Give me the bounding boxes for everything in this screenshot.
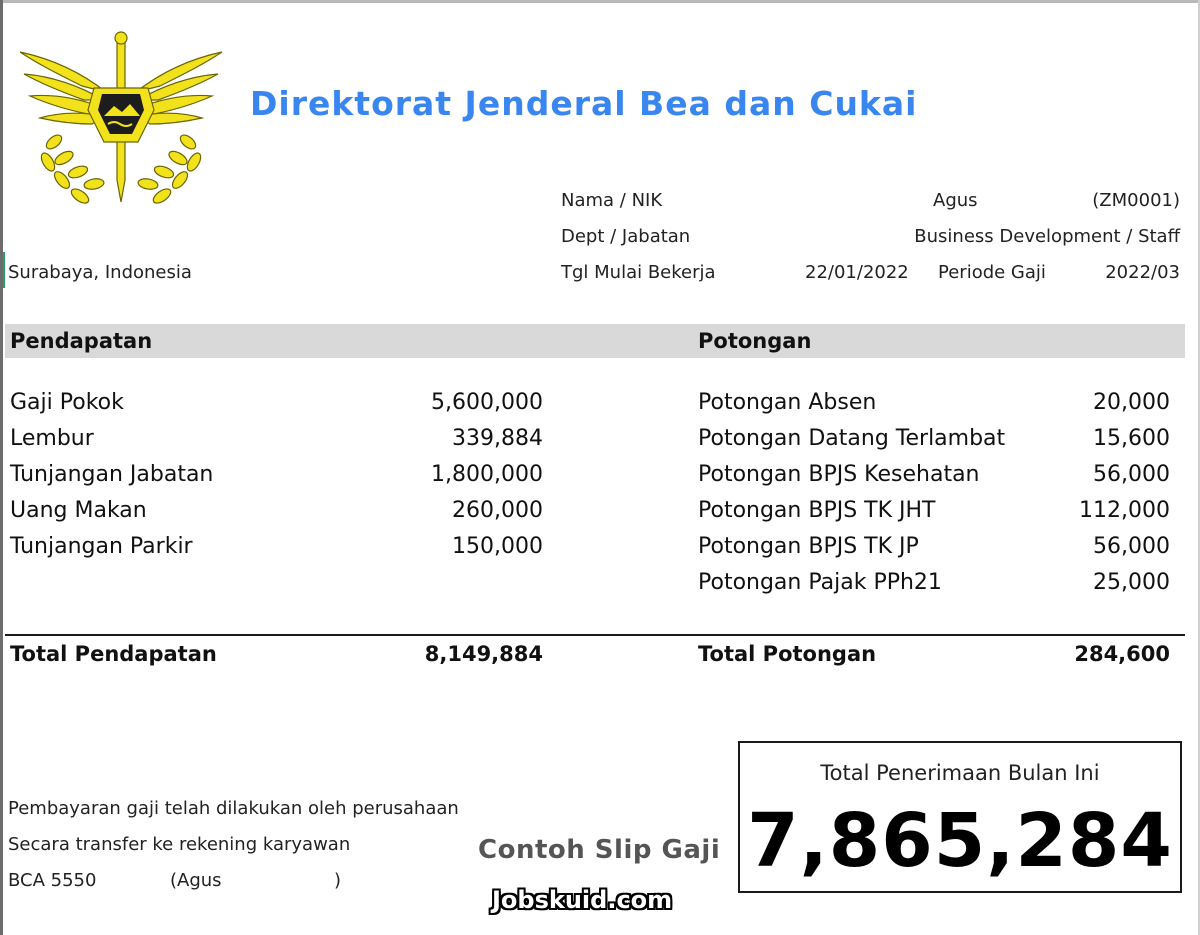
totals-divider (5, 634, 1185, 636)
account-holder-close: ) (334, 870, 342, 891)
deduction-item-label: Potongan Datang Terlambat (698, 426, 1006, 451)
bank-account: BCA 5550 (8, 870, 97, 891)
deduction-item-value: 25,000 (1093, 570, 1170, 595)
income-item-label: Gaji Pokok (10, 390, 124, 415)
page-title: Direktorat Jenderal Bea dan Cukai (250, 84, 918, 123)
deductions-total-label: Total Potongan (698, 642, 877, 666)
net-pay-label: Total Penerimaan Bulan Ini (820, 761, 1100, 785)
deduction-item-label: Potongan BPJS TK JP (698, 534, 919, 559)
income-item-value: 5,600,000 (431, 390, 543, 415)
deduction-item-label: Potongan Pajak PPh21 (698, 570, 942, 595)
sheet-top-border (0, 0, 1200, 3)
nik-value: (ZM0001) (1092, 190, 1180, 211)
location-text: Surabaya, Indonesia (8, 262, 192, 283)
dept-value: Business Development / Staff (914, 226, 1180, 247)
deduction-item-value: 20,000 (1093, 390, 1170, 415)
section-header-band (5, 324, 1185, 358)
sheet-left-border (0, 0, 3, 935)
income-total-label: Total Pendapatan (10, 642, 217, 666)
income-item-value: 260,000 (452, 498, 543, 523)
name-value: Agus (933, 190, 978, 211)
start-date-label: Tgl Mulai Bekerja (561, 262, 716, 283)
account-holder: (Agus (170, 870, 222, 891)
customs-emblem-logo (18, 30, 223, 210)
period-label: Periode Gaji (938, 262, 1046, 283)
deductions-heading: Potongan (698, 329, 812, 353)
period-value: 2022/03 (1105, 262, 1180, 283)
income-item-value: 339,884 (452, 426, 543, 451)
income-item-label: Tunjangan Jabatan (10, 462, 214, 487)
deduction-item-value: 56,000 (1093, 462, 1170, 487)
deduction-item-value: 15,600 (1093, 426, 1170, 451)
payment-note-line2: Secara transfer ke rekening karyawan (8, 834, 351, 855)
deduction-item-label: Potongan BPJS TK JHT (698, 498, 936, 523)
dept-label: Dept / Jabatan (561, 226, 691, 247)
start-date-value: 22/01/2022 (805, 262, 909, 283)
net-pay-value: 7,865,284 (747, 798, 1173, 884)
watermark-site-text: Jobskuid.com (492, 886, 673, 914)
name-label: Nama / NIK (561, 190, 663, 211)
income-item-label: Uang Makan (10, 498, 147, 523)
watermark-sample-text: Contoh Slip Gaji (478, 835, 721, 865)
deduction-item-label: Potongan BPJS Kesehatan (698, 462, 980, 487)
payment-note-line1: Pembayaran gaji telah dilakukan oleh perusahaan (8, 798, 459, 819)
deduction-item-value: 112,000 (1079, 498, 1170, 523)
net-pay-box (738, 741, 1182, 893)
deductions-total-value: 284,600 (1074, 642, 1170, 666)
selected-cell-indicator (3, 252, 5, 288)
income-item-label: Tunjangan Parkir (10, 534, 193, 559)
income-total-value: 8,149,884 (424, 642, 543, 666)
income-heading: Pendapatan (10, 329, 153, 353)
deduction-item-value: 56,000 (1093, 534, 1170, 559)
deduction-item-label: Potongan Absen (698, 390, 877, 415)
income-item-label: Lembur (10, 426, 94, 451)
income-item-value: 150,000 (452, 534, 543, 559)
income-item-value: 1,800,000 (431, 462, 543, 487)
